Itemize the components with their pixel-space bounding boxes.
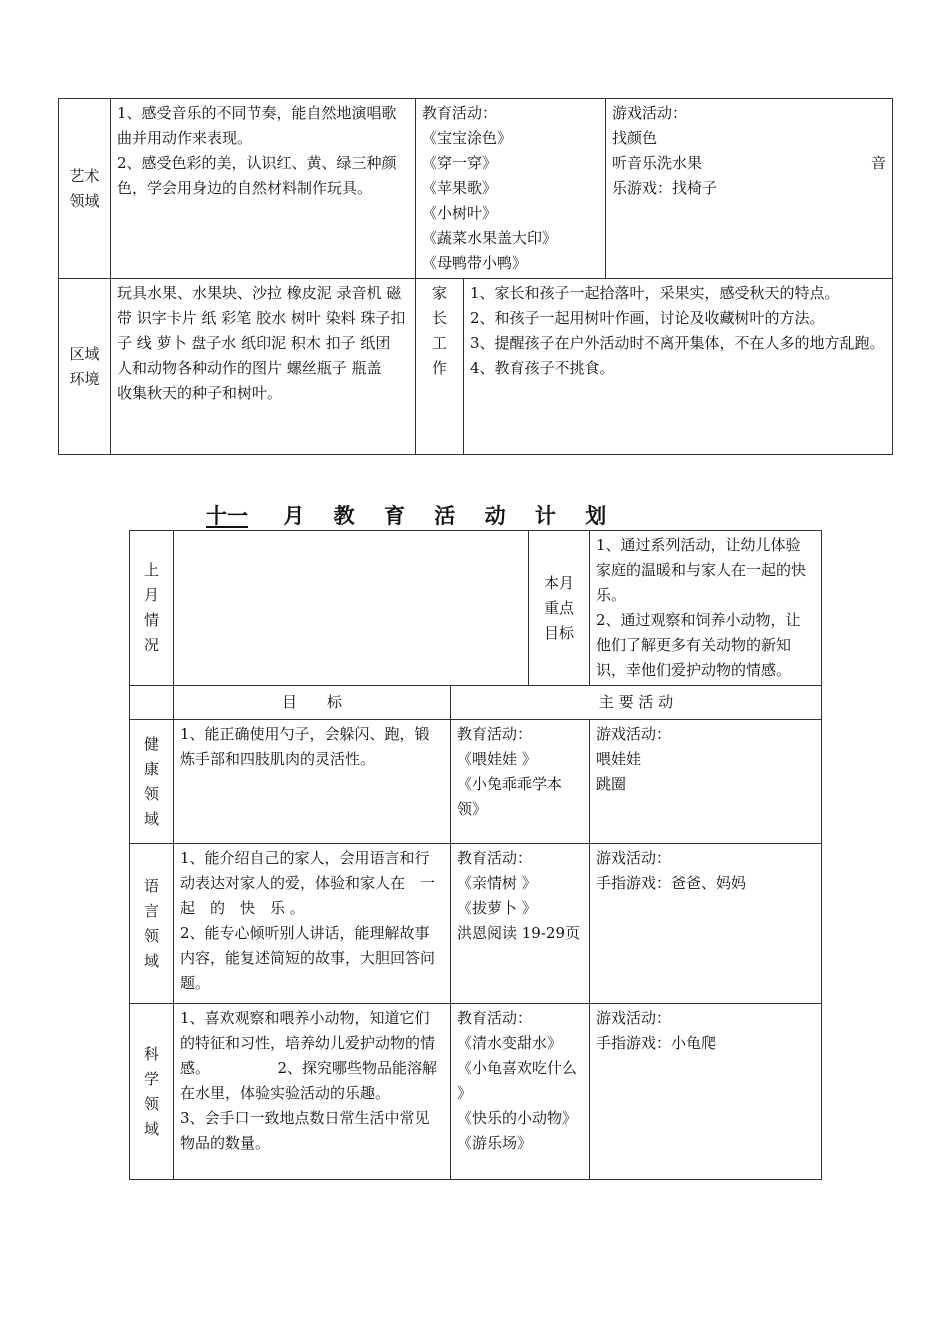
label-char: 学: [143, 1069, 159, 1088]
title-word: 计: [534, 503, 556, 528]
language-goals: [174, 844, 451, 1004]
label-char: 科: [143, 1044, 159, 1063]
game-item: 手指游戏：小龟爬: [596, 1034, 717, 1052]
edu-item: 《喂娃娃 》: [457, 750, 537, 768]
header-row: [130, 686, 822, 720]
parent-work-label: [416, 279, 464, 455]
edu-title: 教育活动：: [457, 1009, 533, 1027]
label-char: 领: [143, 1094, 159, 1113]
label-char: 情: [143, 611, 159, 629]
parent-item: 1、家长和孩子一起拾落叶，采果实，感受秋天的特点。: [470, 284, 840, 302]
edu-item: 《穿一穿》: [422, 154, 498, 172]
edu-item: 《小树叶》: [422, 204, 498, 222]
parent-label-char: 工: [431, 334, 447, 352]
label-char: 域: [143, 951, 159, 970]
game-item: 喂娃娃: [596, 750, 642, 768]
health-goals: [174, 720, 451, 844]
edu-item: 《小龟喜欢吃什么 》: [457, 1059, 638, 1102]
science-label: [130, 1004, 174, 1180]
language-label: [130, 844, 174, 1004]
language-edu-activities: [451, 844, 590, 1004]
label-char: 领: [143, 784, 159, 803]
edu-item: 《苹果歌》: [422, 179, 498, 197]
health-edu-activities: [451, 720, 590, 844]
goal-line: 1、能正确使用勺子，会躲闪、跑，锻炼手部和四肢肌肉的灵活性。: [180, 725, 430, 768]
art-row: [59, 99, 893, 279]
label-char: 健: [143, 734, 159, 753]
label-char: 况: [143, 636, 159, 654]
health-label: [130, 720, 174, 844]
label-char: 领: [143, 926, 159, 945]
edu-item: 《亲情树 》: [457, 874, 537, 892]
edu-item: 《游乐场》: [457, 1134, 533, 1152]
edu-item: 《快乐的小动物》: [457, 1109, 578, 1127]
focus-goal: 1、通过系列活动，让幼儿体验家庭的温暖和与家人在一起的快乐。: [596, 536, 807, 604]
goal-line: 1、喜欢观察和喂养小动物，知道它们的特征和习性，培养幼儿爱护动物的情感。 2、探究哪些物品能溶解在水里，体验实验活动的乐趣。: [180, 1009, 438, 1102]
language-row: [130, 844, 822, 1004]
goal-line: 1、感受音乐的不同节奏，能自然地演唱歌曲并用动作来表现。: [117, 104, 397, 147]
game-item: 乐游戏：找椅子: [612, 179, 718, 197]
materials-text: 收集秋天的种子和树叶。: [117, 384, 283, 402]
game-title: 游戏活动：: [612, 104, 688, 122]
summary-row: [130, 531, 822, 686]
area-row: [59, 279, 893, 455]
last-month-label: [130, 531, 174, 686]
page-title: [200, 500, 620, 530]
label-char: 上: [143, 561, 159, 579]
focus-goals: [590, 531, 822, 686]
science-game-activities: [590, 1004, 822, 1180]
title-word: 划: [585, 503, 607, 528]
art-goals: [111, 99, 416, 279]
title-word: 月: [283, 503, 305, 528]
science-goals: [174, 1004, 451, 1180]
label-line: 本月: [543, 573, 574, 592]
label-line: 重点: [543, 598, 574, 617]
game-item: 跳圈: [596, 775, 627, 793]
art-edu-activities: [416, 99, 606, 279]
game-title: 游戏活动：: [596, 1009, 672, 1027]
header-goal: 目 标: [174, 686, 451, 720]
header-blank: [130, 686, 174, 720]
label-line: 目标: [543, 623, 574, 642]
goal-line: 1、能介绍自己的家人，会用语言和行动表达对家人的爱，体验和家人在 一 起 的 快 乐 。: [180, 849, 451, 917]
goal-line: 2、感受色彩的美，认识红、黄、绿三种颜色，学会用身边的自然材料制作玩具。: [117, 154, 397, 197]
game-item: 手指游戏：爸爸、妈妈: [596, 874, 747, 892]
edu-title: 教育活动：: [422, 104, 498, 122]
science-row: [130, 1004, 822, 1180]
label-char: 语: [143, 876, 159, 895]
art-game-activities: [606, 99, 893, 279]
game-item: 听音乐洗水果: [612, 154, 703, 172]
title-month: 十一: [206, 503, 248, 528]
edu-item: 《母鸭带小鸭》: [422, 254, 528, 272]
plan-table-november: [129, 530, 822, 1180]
parent-item: 4、教育孩子不挑食。: [470, 359, 615, 377]
edu-item: 《小兔乖乖学本领》: [457, 775, 563, 818]
art-label: 艺术领域: [59, 99, 111, 279]
game-item: 找颜色: [612, 129, 658, 147]
parent-label-char: 家: [431, 284, 447, 302]
focus-label: [529, 531, 590, 686]
edu-title: 教育活动：: [457, 725, 533, 743]
edu-item: 《清水变甜水》: [457, 1034, 563, 1052]
plan-table-upper: [58, 98, 893, 455]
parent-item: 2、和孩子一起用树叶作画，讨论及收藏树叶的方法。: [470, 309, 825, 327]
label-char: 康: [143, 759, 159, 778]
label-char: 域: [143, 1119, 159, 1138]
edu-item: 《拔萝卜 》: [457, 899, 537, 917]
parent-item: 3、提醒孩子在户外活动时不离开集体，不在人多的地方乱跑。: [470, 334, 885, 352]
game-item: 音: [871, 154, 887, 172]
language-game-activities: [590, 844, 822, 1004]
edu-title: 教育活动：: [457, 849, 533, 867]
parent-label-char: 作: [431, 359, 447, 377]
label-char: 月: [143, 586, 159, 604]
area-materials: [111, 279, 416, 455]
parent-work-items: [464, 279, 893, 455]
last-month-content: [174, 531, 529, 686]
title-word: 活: [434, 503, 456, 528]
game-title: 游戏活动：: [596, 725, 672, 743]
edu-item: 洪恩阅读 19-29页: [457, 924, 581, 942]
health-row: [130, 720, 822, 844]
parent-label-char: 长: [431, 309, 447, 327]
goal-line: 2、能专心倾听别人讲话，能理解故事内容，能复述简短的故事，大胆回答问题。: [180, 924, 436, 992]
focus-goal: 2、通过观察和饲养小动物，让他们了解更多有关动物的新知识，幸他们爱护动物的情感。: [596, 611, 801, 679]
title-word: 动: [484, 503, 506, 528]
title-word: 教: [333, 503, 355, 528]
materials-text: 玩具水果、水果块、沙拉 橡皮泥 录音机 磁带 识字卡片 纸 彩笔 胶水 树叶 染料 珠子扣子 线 萝卜 盘子水 纸印泥 积木 扣子 纸团 人和动物各种动作的图片 螺丝瓶子 瓶盖: [117, 284, 406, 377]
label-char: 域: [143, 809, 159, 828]
game-item-row: [612, 151, 886, 176]
header-activity: 主 要 活 动: [451, 686, 822, 720]
edu-item: 《宝宝涂色》: [422, 129, 513, 147]
edu-item: 《蔬菜水果盖大印》: [422, 229, 558, 247]
title-word: 育: [383, 503, 405, 528]
health-game-activities: [590, 720, 822, 844]
label-char: 言: [143, 901, 159, 920]
area-label: 区域环境: [59, 279, 111, 455]
goal-line: 3、会手口一致地点数日常生活中常见物品的数量。: [180, 1109, 430, 1152]
game-title: 游戏活动：: [596, 849, 672, 867]
